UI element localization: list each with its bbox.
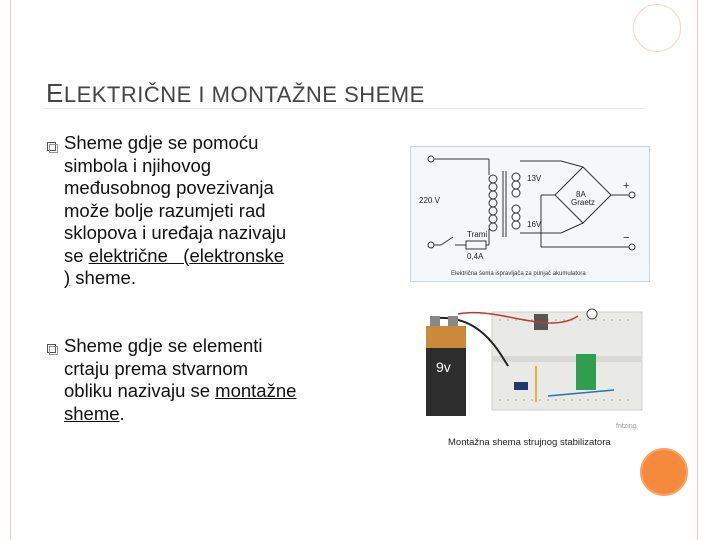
bullet2-line [64,403,296,426]
schematic-fuse-rating: 0,4A [467,252,484,261]
bullet2-pre: obliku nazivaju se [64,380,216,401]
decorative-orange-circle [640,448,688,496]
montazne-link[interactable]: montažne [215,380,297,401]
bullet2-post: . [119,402,125,424]
bullet-text-1 [64,132,286,290]
bullet1-line: Sheme gdje se pomoću [64,132,259,153]
schematic-drawing [411,147,649,281]
bullet1-line: međusobnog povezivanja [64,177,274,198]
left-frame-line [10,0,11,540]
schematic-13v-label: 13V [527,174,542,183]
bullet1-line [64,267,286,290]
bullet1-line: može bolje razumjeti rad [64,199,266,221]
bullet-icon-1 [46,141,58,153]
decorative-ring [633,4,681,52]
electrical-schematic-image [410,146,650,282]
bullet-icon-2 [46,343,58,355]
bullet1-post: sheme. [70,267,136,288]
breadboard-drawing [418,306,648,432]
bullet1-line [64,245,286,268]
title-divider [44,108,644,109]
battery-label: 9v [436,359,451,375]
schematic-graetz-label: Graetz [571,198,596,207]
fritzing-watermark: fritzing [616,423,637,430]
bullet2-line: Sheme gdje se elementi [64,335,263,356]
bullet2-line [64,380,296,403]
sheme-link[interactable]: sheme [64,402,120,424]
schematic-fuse-label: Trami [467,230,488,239]
assembly-caption: Montažna shema strujnog stabilizatora [448,437,611,448]
svg-text:+: + [623,180,630,192]
assembly-diagram-image [418,306,648,432]
title-rest: LEKTRIČNE I MONTAŽNE SHEME [63,82,425,107]
bullet1-line: simbola i njihovog [64,154,212,176]
elektronske-link-end[interactable]: ) [64,267,71,288]
bullet1-line: sklopova i uređaja nazivaju [64,222,287,243]
schematic-8a-label: 8A [576,190,586,199]
bullet-text-2 [64,335,296,425]
schematic-16v-label: 16V [527,220,542,229]
schematic-caption: Električna šema ispravljača za punjač akumulatora [451,271,586,277]
slide-title [46,78,425,109]
bullet2-line: crtaju prema stvarnom [64,357,249,379]
schematic-voltage-label: 220 V [419,196,440,205]
bullet1-pre: se [64,244,89,266]
right-frame-line [697,0,698,540]
title-initial: E [46,78,64,108]
svg-text:−: − [623,232,630,244]
elektricne-link[interactable]: električne (elektronske [88,244,285,266]
